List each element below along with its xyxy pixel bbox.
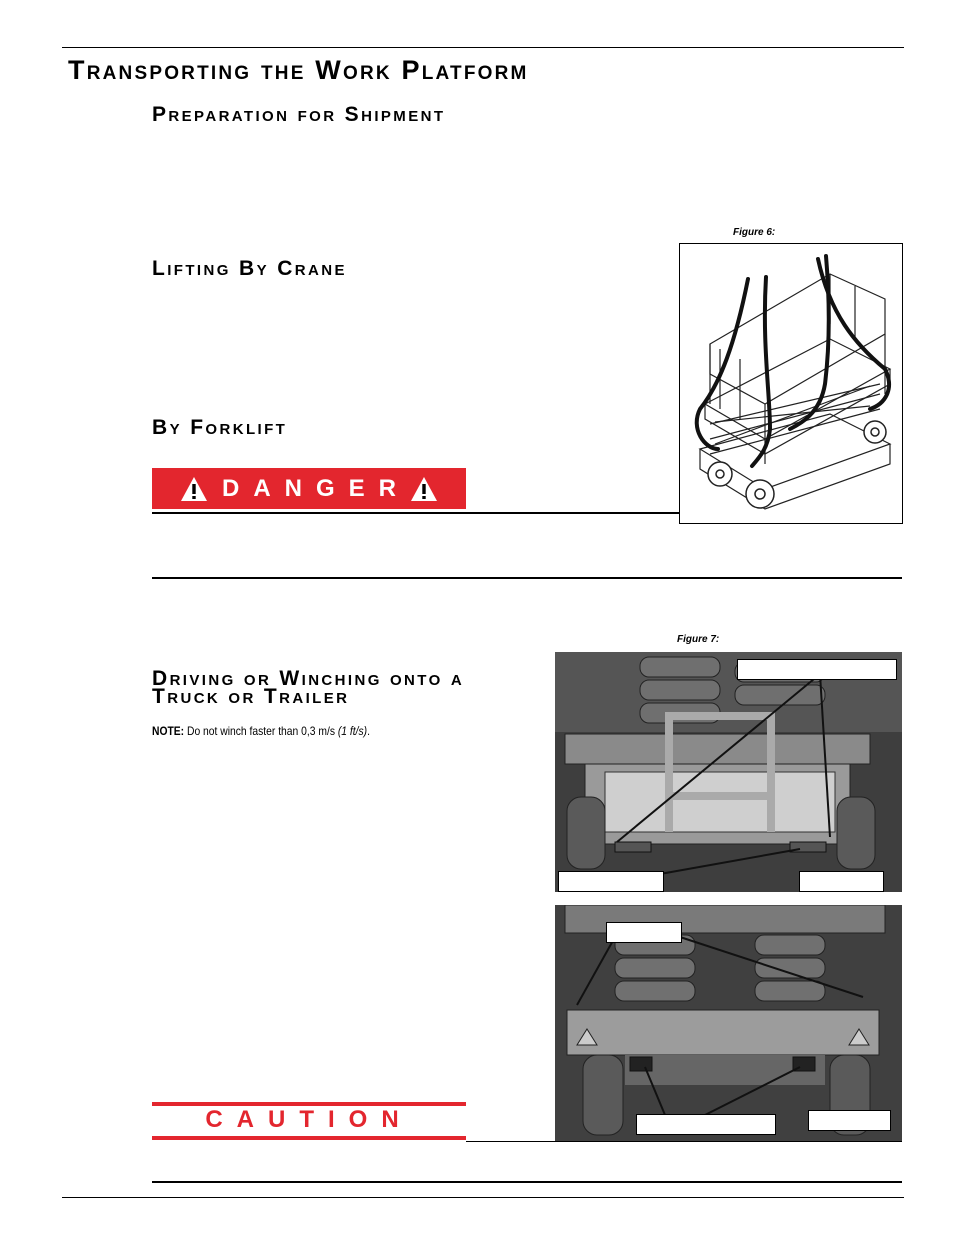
scissor-lift-crane-drawing [680, 244, 902, 523]
figure-7-caption: Figure 7: [677, 634, 720, 645]
footer-rule [62, 1197, 904, 1198]
note-text: Do not winch faster than 0,3 m/s [186, 724, 335, 738]
danger-box-bottom-rule [152, 577, 902, 579]
heading-driving-winching-line1: Driving or Winching onto a [152, 667, 465, 690]
caution-box-bottom-rule [152, 1181, 902, 1183]
heading-by-forklift: By Forklift [152, 416, 288, 439]
warning-triangle-icon [180, 476, 208, 502]
heading-lifting-by-crane: Lifting By Crane [152, 257, 347, 280]
figure-7-callout-rear-bottom-right [808, 1110, 891, 1131]
note-italic: (1 ft/s) [337, 724, 368, 738]
figure-7-callout-top-right [737, 659, 897, 680]
figure-7-callout-bottom-left [558, 871, 664, 892]
caution-label: CAUTION [205, 1106, 413, 1133]
figure-7-callout-rear-top [606, 922, 682, 943]
header-rule [62, 47, 904, 48]
note-end: . [367, 724, 370, 738]
figure-7-callout-bottom-right [799, 871, 884, 892]
danger-box-top-rule [152, 512, 679, 514]
caution-box-top-rule [466, 1141, 902, 1142]
figure-6-illustration [679, 243, 903, 524]
note-label: NOTE: [152, 724, 185, 738]
heading-preparation: Preparation for Shipment [152, 103, 446, 126]
figure-6-caption: Figure 6: [733, 227, 776, 238]
figure-7-callout-rear-bottom-left [636, 1114, 776, 1135]
caution-bar-bottom [152, 1136, 466, 1140]
warning-triangle-icon [410, 476, 438, 502]
danger-banner [152, 468, 466, 509]
danger-label: DANGER [221, 474, 410, 502]
lift-chassis-front-photo [555, 652, 902, 892]
section-title: Transporting the Work Platform [68, 55, 529, 85]
figure-7-photo-top [555, 652, 902, 892]
heading-driving-winching-line2: Truck or Trailer [152, 685, 350, 708]
winch-speed-note [152, 724, 370, 738]
